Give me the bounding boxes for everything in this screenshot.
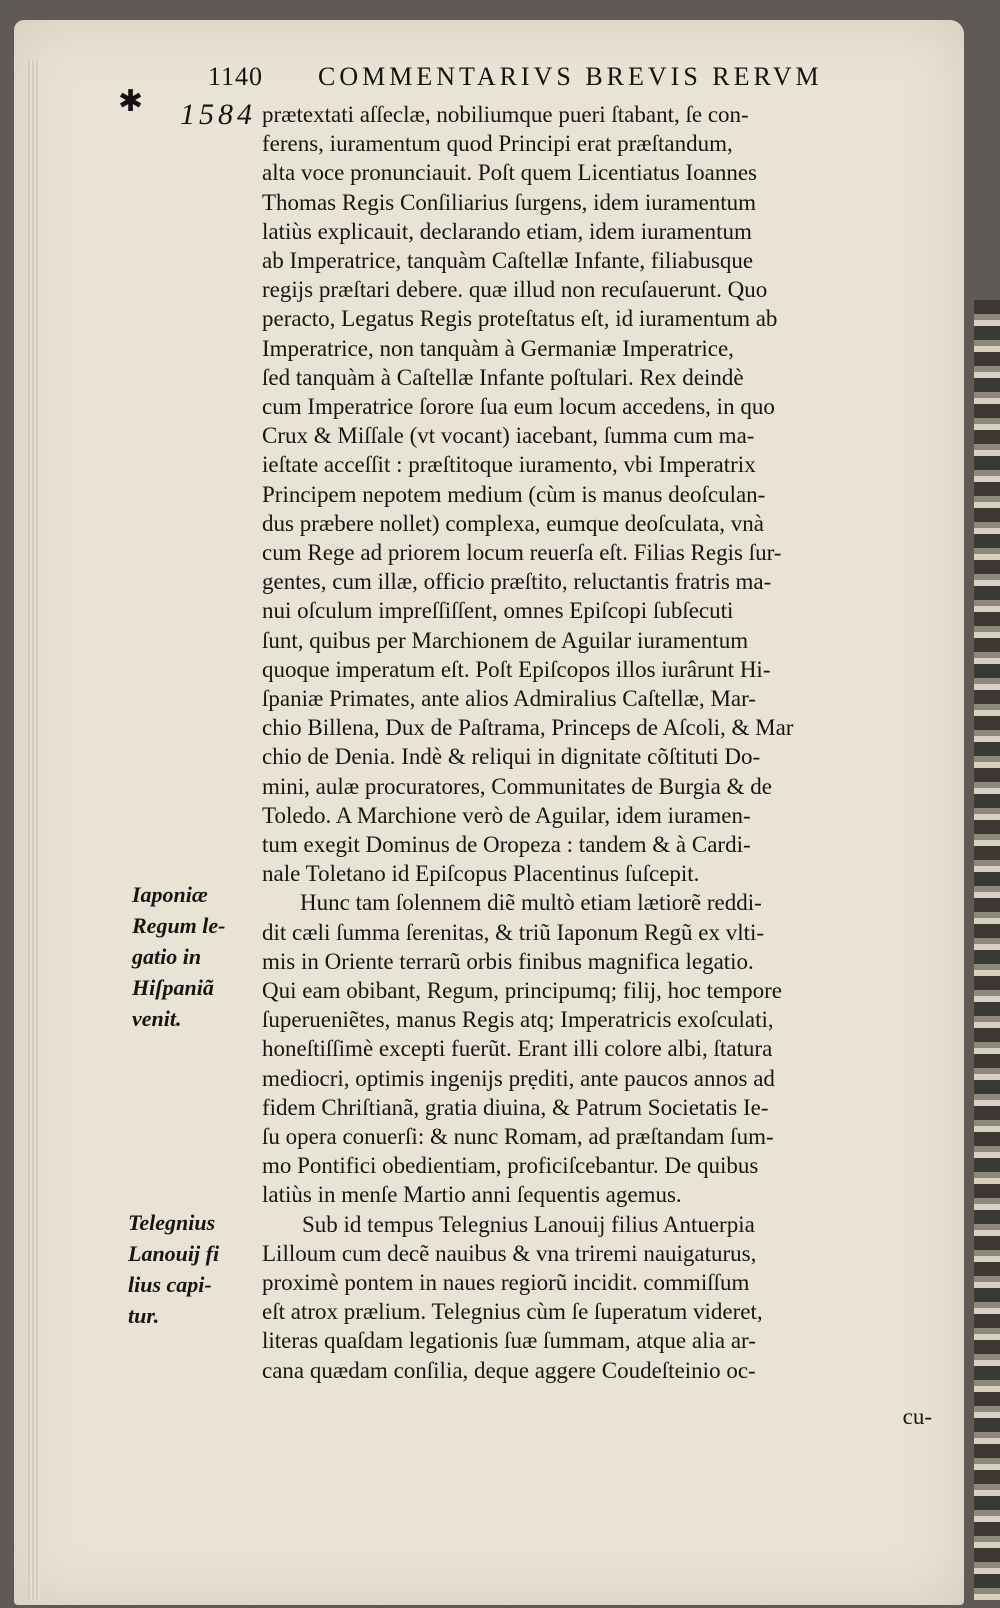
running-title: COMMENTARIVS BREVIS RERVM xyxy=(318,62,823,91)
text-line: mo Pontifici obedientiam, proficiſcebantur. De quibus xyxy=(262,1153,759,1179)
margin-note-line: Regum le- xyxy=(132,913,226,938)
text-line: eſt atrox prælium. Telegnius cùm ſe ſuperatum videret, xyxy=(262,1299,763,1325)
text-line: quoque imperatum eſt. Poſt Epiſcopos illos iurârunt Hi- xyxy=(262,656,771,682)
margin-note-line: Lanouij fi xyxy=(128,1241,220,1266)
text-line: fidem Chriſtianã, gratia diuina, & Patrum Societatis Ie- xyxy=(262,1094,769,1120)
text-line: nui oſculum impreſſiſſent, omnes Epiſcopi ſubſecuti xyxy=(262,598,734,624)
text-line: Imperatrice, non tanquàm à Germaniæ Imperatrice, xyxy=(262,335,734,361)
text-line: latiùs explicauit, declarando etiam, idem iuramentum xyxy=(262,218,752,244)
margin-note-line: Hiſpaniã xyxy=(132,975,214,1000)
text-line: honeſtiſſimè excepti fuerũt. Erant illi colore albi, ſtatura xyxy=(262,1036,773,1062)
text-line: ſpaniæ Primates, ante alios Admiralius Caſtellæ, Mar- xyxy=(262,686,756,711)
page-number: 1140 xyxy=(208,62,264,91)
text-line: Crux & Miſſale (vt vocant) iacebant, ſumma cum ma- xyxy=(262,423,755,449)
text-line: prætextati aſſeclæ, nobiliumque pueri ſtabant, ſe con- xyxy=(262,102,749,127)
text-line: chio Billena, Dux de Paſtrama, Princeps de Aſcoli, & Mar xyxy=(262,715,794,741)
text-line: regijs præſtari debere. quæ illud non recuſauerunt. Quo xyxy=(262,277,768,303)
text-line: ſunt, quibus per Marchionem de Aguilar iuramentum xyxy=(262,627,749,653)
text-line: chio de Denia. Indè & reliqui in dignitate cõſtituti Do- xyxy=(262,744,761,770)
text-line: cana quædam conſilia, deque aggere Coudeſteinio oc- xyxy=(262,1357,756,1383)
text-line: cum Imperatrice ſorore ſua eum locum accedens, in quo xyxy=(262,394,775,419)
text-line: ab Imperatrice, tanquàm Caſtellæ Infante, filiabusque xyxy=(262,248,754,273)
text-line: cu- xyxy=(902,1404,932,1429)
text-line: mediocri, optimis ingenijs prẹditi, ante paucos annos ad xyxy=(262,1065,775,1091)
text-line: ſu opera conuerſi: & nunc Romam, ad præſtandam ſum- xyxy=(262,1124,774,1149)
text-line: ſed tanquàm à Caſtellæ Infante poſtulari. Rex deindè xyxy=(262,364,744,390)
margin-note-line: Iaponiæ xyxy=(132,882,208,907)
text-line: dus præbere nollet) complexa, eumque deoſculata, vnà xyxy=(262,510,764,536)
text-line: Qui eam obibant, Regum, principumq; filij, hoc tempore xyxy=(262,978,782,1003)
text-line: literas quaſdam legationis ſuæ ſummam, atque alia ar- xyxy=(262,1328,756,1354)
text-line: Principem nepotem medium (cùm is manus deoſculan- xyxy=(262,481,766,507)
text-line: alta voce pronunciauit. Poſt quem Licentiatus Ioannes xyxy=(262,160,757,186)
text-line: peracto, Legatus Regis proteſtatus eſt, id iuramentum ab xyxy=(262,306,778,332)
margin-year: 1584 xyxy=(180,98,256,131)
text-line: ieſtate acceſſit : præſtitoque iuramento, vbi Imperatrix xyxy=(262,452,756,478)
text-line: mini, aulæ procuratores, Communitates de Burgia & de xyxy=(262,773,772,799)
text-line: proximè pontem in naues regiorũ incidit. commiſſum xyxy=(262,1270,750,1295)
book-fore-edge xyxy=(974,300,1000,1600)
text-line: dit cæli ſumma ſerenitas, & triũ Iaponum Regũ ex vlti- xyxy=(262,919,765,945)
margin-note-line: lius capi- xyxy=(128,1272,212,1297)
text-line: gentes, cum illæ, officio præſtito, reluctantis fratris ma- xyxy=(262,569,772,595)
text-line: Lilloum cum decẽ nauibus & vna triremi nauigaturus, xyxy=(262,1240,757,1266)
asterisk-icon: ✱ xyxy=(118,85,144,118)
text-line: ſuperueniẽtes, manus Regis atq; Imperatricis exoſculati, xyxy=(262,1007,774,1033)
text-line: Hunc tam ſolennem diẽ multò etiam lætiorẽ reddi- xyxy=(300,890,762,916)
margin-note-line: gatio in xyxy=(132,944,202,969)
text-line: cum Rege ad priorem locum reuerſa eſt. Filias Regis ſur- xyxy=(262,540,782,565)
running-header xyxy=(208,62,908,98)
margin-note-line: tur. xyxy=(128,1303,160,1328)
text-line: Toledo. A Marchione verò de Aguilar, idem iuramen- xyxy=(262,802,751,828)
page-stack-edge xyxy=(28,60,40,1600)
text-line: tum exegit Dominus de Oropeza : tandem & à Cardi- xyxy=(262,832,751,857)
text-line: nale Toletano id Epiſcopus Placentinus ſuſcepit. xyxy=(262,861,700,887)
text-line: Thomas Regis Conſiliarius ſurgens, idem iuramentum xyxy=(262,189,757,215)
text-line: mis in Oriente terrarũ orbis finibus magnifica legatio. xyxy=(262,948,754,974)
text-line: latiùs in menſe Martio anni ſequentis agemus. xyxy=(262,1182,682,1208)
margin-note-line: Telegnius xyxy=(128,1210,216,1235)
text-line: Sub id tempus Telegnius Lanouij filius Antuerpia xyxy=(302,1211,755,1237)
text-line: ferens, iuramentum quod Principi erat præſtandum, xyxy=(262,131,733,157)
margin-note-line: venit. xyxy=(132,1006,182,1031)
